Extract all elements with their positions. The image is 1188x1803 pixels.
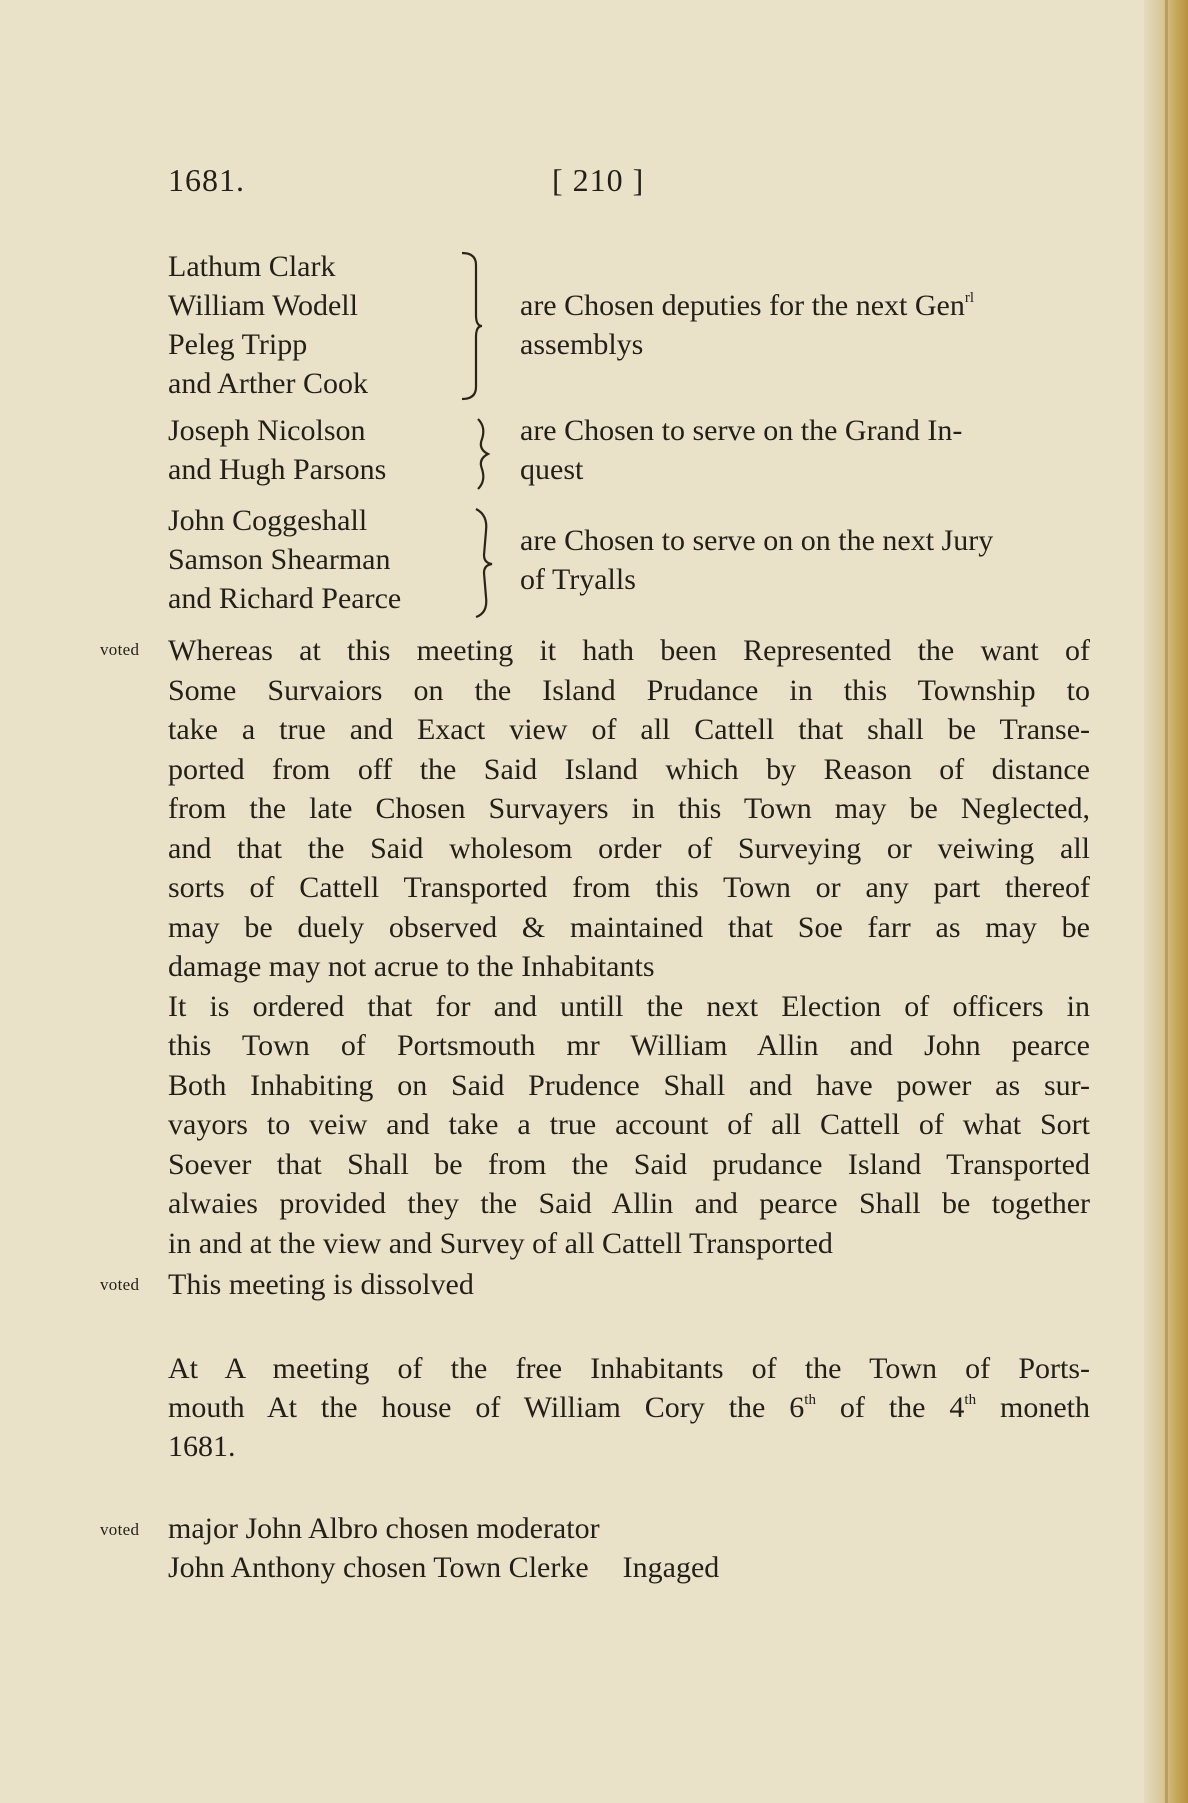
entry-jury-of-tryalls <box>168 501 1093 621</box>
names-list <box>168 411 386 489</box>
entry-description: are Chosen to serve on the Grand In- quest <box>520 414 963 486</box>
brace-icon <box>460 417 500 491</box>
text-line: Soever that Shall be from the Said prudance Island Transported <box>168 1147 1090 1181</box>
name-item: Lathum Clark <box>168 250 336 283</box>
margin-note-voted: voted <box>100 640 140 659</box>
margin-note-voted: voted <box>100 1520 140 1539</box>
ingaged-note: Ingaged <box>622 1551 720 1584</box>
entry-description: are Chosen to serve on on the next Jury of Tryalls <box>520 524 994 596</box>
entry-grand-inquest <box>168 411 1093 493</box>
names-list <box>168 501 401 618</box>
text-line: Some Survaiors on the Island Prudance in this Township to <box>168 673 1090 707</box>
name-item: and Richard Pearce <box>168 582 402 615</box>
name-item: and Hugh Parsons <box>168 453 387 486</box>
meeting-line: mouth At the house of William Cory the 6th of the 4th moneth <box>168 1391 1090 1424</box>
brace-icon <box>456 251 496 401</box>
name-item: Samson Shearman <box>168 543 391 576</box>
brace-icon <box>466 507 506 619</box>
page-number: [ 210 ] <box>552 162 645 198</box>
name-item: and Arther Cook <box>168 367 368 400</box>
dissolved-line: This meeting is dissolved <box>168 1268 474 1301</box>
text-line: It is ordered that for and untill the next Election of officers in <box>168 989 1090 1023</box>
text-line: in and at the view and Survey of all Cattell Transported <box>168 1226 833 1260</box>
page-edge-line <box>1165 0 1168 1803</box>
text-line: damage may not acrue to the Inhabitants <box>168 950 655 983</box>
running-head <box>168 162 688 212</box>
text-line: vayors to veiw and take a true account of all Cattell of what Sort <box>168 1108 1090 1141</box>
text-line: ported from off the Said Island which by Reason of distance <box>168 752 1090 786</box>
order-paragraph <box>168 631 1090 1263</box>
text-line: from the late Chosen Survayers in this Town may be Neglected, <box>168 792 1090 825</box>
name-item: Joseph Nicolson <box>168 414 366 447</box>
meeting-line: At A meeting of the free Inhabitants of the Town of Ports- <box>168 1352 1090 1385</box>
text-line: take a true and Exact view of all Cattell that shall be Transe- <box>168 713 1090 746</box>
text-line: this Town of Portsmouth mr William Allin and John pearce <box>168 1029 1090 1062</box>
name-item: Peleg Tripp <box>168 328 308 361</box>
text-line: Whereas at this meeting it hath been Represented the want of <box>168 634 1090 667</box>
entry-description: are Chosen deputies for the next Gen$^{rl}$ assemblys <box>520 289 975 361</box>
text-line: may be duely observed & maintained that Soe farr as may be <box>168 910 1090 944</box>
name-item: William Wodell <box>168 289 358 322</box>
moderator-line: major John Albro chosen moderator <box>168 1512 600 1545</box>
text-line: sorts of Cattell Transported from this Town or any part thereof <box>168 871 1090 904</box>
text-line: alwaies provided they the Said Allin and pearce Shall be together <box>168 1187 1090 1220</box>
text-line: Both Inhabiting on Said Prudence Shall and have power as sur- <box>168 1068 1090 1102</box>
meeting-year: 1681. <box>168 1430 236 1463</box>
names-list <box>168 247 368 403</box>
entry-deputies <box>168 247 1093 407</box>
name-item: John Coggeshall <box>168 504 368 537</box>
margin-note-voted: voted <box>100 1275 140 1294</box>
running-head-year: 1681. <box>168 162 245 198</box>
clerk-line: John Anthony chosen Town Clerke Ingaged <box>168 1551 720 1584</box>
text-line: and that the Said wholesom order of Surveying or veiwing all <box>168 831 1090 865</box>
